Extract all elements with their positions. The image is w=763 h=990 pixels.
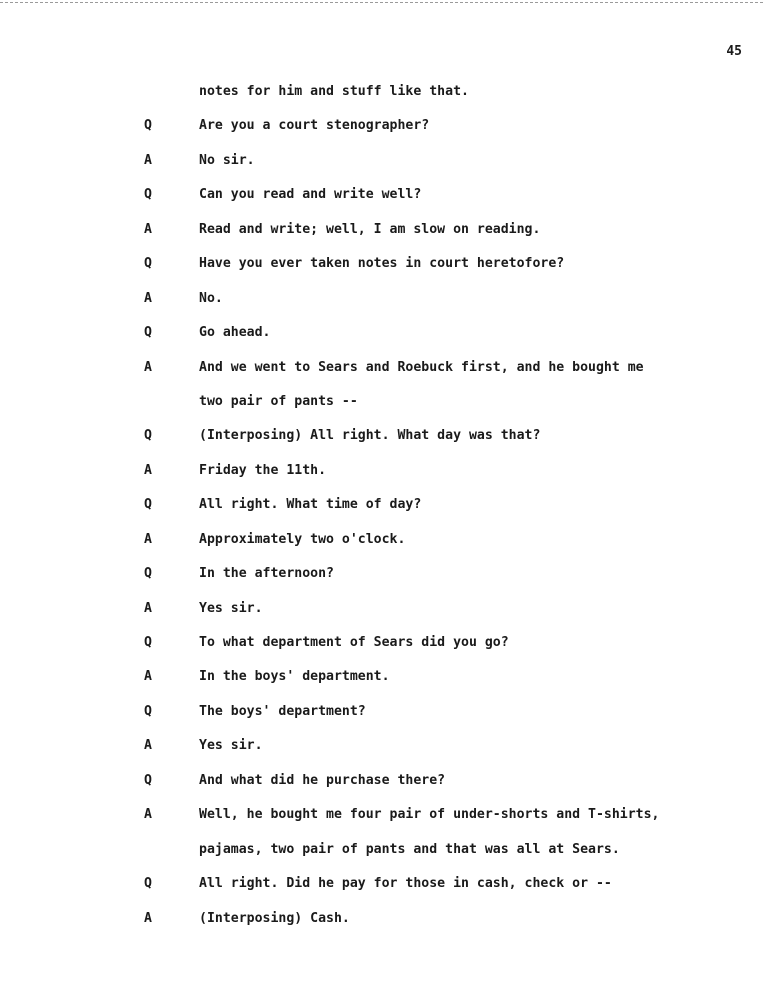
transcript-line — [0, 564, 763, 598]
speaker-label: Q — [144, 428, 152, 444]
transcript-line — [0, 289, 763, 323]
speaker-label: A — [144, 462, 152, 478]
line-text: Friday the 11th. — [199, 462, 327, 478]
transcript-line — [0, 461, 763, 495]
line-text: Yes sir. — [199, 738, 263, 754]
line-text: (Interposing) All right. What day was that? — [199, 428, 541, 444]
line-text: In the boys' department. — [199, 669, 390, 685]
speaker-label: Q — [144, 635, 152, 650]
line-text: pajamas, two pair of pants and that was all at Sears. — [199, 841, 620, 857]
speaker-label: Q — [144, 772, 152, 788]
transcript-line — [0, 667, 763, 701]
line-text: The boys' department? — [199, 703, 366, 719]
speaker-label: A — [144, 221, 152, 237]
transcript-line — [0, 254, 763, 288]
transcript-line — [0, 530, 763, 564]
transcript-line — [0, 599, 763, 633]
transcript-line — [0, 185, 763, 219]
speaker-label: A — [144, 531, 152, 547]
transcript-line — [0, 392, 763, 426]
line-text: notes for him and stuff like that. — [199, 84, 469, 99]
line-text: Can you read and write well? — [199, 187, 422, 203]
speaker-label: Q — [144, 256, 152, 272]
line-text: All right. What time of day? — [199, 497, 422, 513]
line-text: Have you ever taken notes in court heretofore? — [199, 256, 565, 272]
line-text: Are you a court stenographer? — [199, 118, 430, 134]
speaker-label: A — [144, 807, 152, 823]
line-text: Well, he bought me four pair of under-shorts and T-shirts, — [199, 807, 660, 823]
transcript-line — [0, 426, 763, 460]
line-text: And what did he purchase there? — [199, 772, 446, 788]
transcript-line — [0, 82, 763, 116]
transcript-line — [0, 702, 763, 736]
line-text: Approximately two o'clock. — [199, 531, 406, 547]
speaker-label: A — [144, 359, 152, 375]
transcript-line — [0, 323, 763, 357]
speaker-label: Q — [144, 187, 152, 203]
transcript-body — [0, 82, 763, 943]
line-text: To what department of Sears did you go? — [199, 635, 509, 650]
page-number: 45 — [726, 44, 742, 59]
speaker-label: A — [144, 738, 152, 754]
top-dashed-rule — [0, 2, 763, 3]
line-text: And we went to Sears and Roebuck first, and he bought me — [199, 359, 644, 375]
line-text: Go ahead. — [199, 325, 271, 341]
transcript-line — [0, 358, 763, 392]
line-text: In the afternoon? — [199, 566, 334, 582]
transcript-line — [0, 633, 763, 667]
speaker-label: A — [144, 910, 152, 926]
speaker-label: A — [144, 669, 152, 685]
transcript-line — [0, 840, 763, 874]
transcript-line — [0, 771, 763, 805]
transcript-line — [0, 736, 763, 770]
speaker-label: A — [144, 600, 152, 616]
speaker-label: A — [144, 290, 152, 306]
line-text: All right. Did he pay for those in cash, check or -- — [199, 876, 612, 892]
line-text: Read and write; well, I am slow on reading. — [199, 221, 541, 237]
speaker-label: Q — [144, 566, 152, 582]
transcript-line — [0, 495, 763, 529]
transcript-line — [0, 116, 763, 150]
speaker-label: Q — [144, 118, 152, 134]
line-text: two pair of pants -- — [199, 393, 358, 409]
speaker-label: Q — [144, 325, 152, 341]
speaker-label: Q — [144, 497, 152, 513]
transcript-line — [0, 220, 763, 254]
transcript-line — [0, 151, 763, 185]
line-text: No. — [199, 290, 223, 306]
speaker-label: Q — [144, 703, 152, 719]
line-text: (Interposing) Cash. — [199, 910, 350, 926]
line-text: Yes sir. — [199, 600, 263, 616]
transcript-line — [0, 874, 763, 908]
transcript-line — [0, 805, 763, 839]
speaker-label: A — [144, 152, 152, 168]
speaker-label: Q — [144, 876, 152, 892]
transcript-line — [0, 909, 763, 943]
line-text: No sir. — [199, 152, 255, 168]
